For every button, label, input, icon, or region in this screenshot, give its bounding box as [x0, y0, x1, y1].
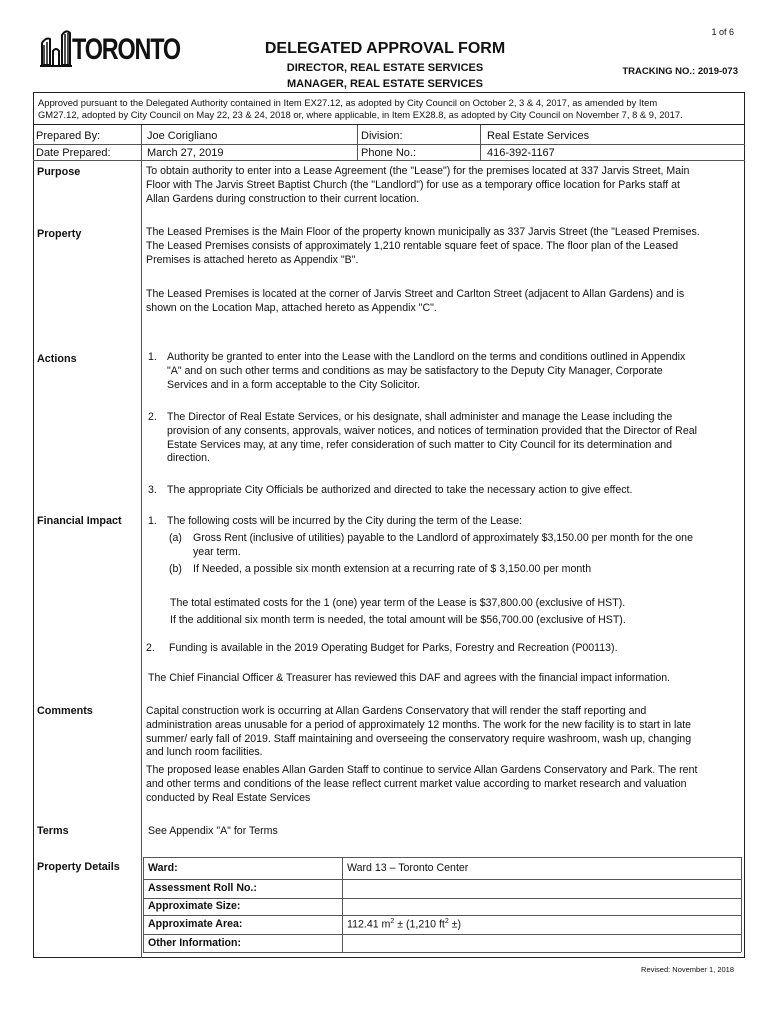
financial-item-b: If Needed, a possible six month extension at a recurring rate of $ 3,150.00 per month	[193, 563, 592, 575]
list-number: 3.	[148, 484, 157, 496]
action-item-3: The appropriate City Officials be authorized and directed to take the necessary action to give effect.	[167, 484, 633, 496]
financial-total-1: The total estimated costs for the 1 (one) year term of the Lease is $37,800.00 (exclusive of HST).	[170, 597, 626, 609]
approximate-size-label: Approximate Size:	[148, 900, 241, 912]
superscript: 2	[390, 918, 395, 925]
terms-text: See Appendix "A" for Terms	[148, 825, 278, 837]
form-subtitle	[210, 60, 560, 92]
logo-wordmark: TORONTO	[72, 33, 180, 66]
ward-value: Ward 13 – Toronto Center	[347, 862, 469, 874]
area-end: ±)	[448, 918, 462, 931]
text-line: and other terms and conditions of the lease reflect current market value according to market research and valuation	[146, 777, 687, 790]
divider	[143, 898, 741, 899]
approval-line: Approved pursuant to the Delegated Authority contained in Item EX27.12, as adopted by City Council on October 2, 3 & 4, 2017, as amended by Item	[38, 97, 658, 108]
financial-total-2: If the additional six month term is needed, the total amount will be $56,700.00 (exclusive of HST).	[170, 614, 626, 626]
list-number: 1.	[148, 515, 157, 527]
subtitle-line-1: DIRECTOR, REAL ESTATE SERVICES	[286, 62, 484, 74]
comments-text-2	[146, 764, 744, 805]
financial-item-2: Funding is available in the 2019 Operating Budget for Parks, Forestry and Recreation (P00113).	[169, 642, 618, 654]
purpose-label: Purpose	[37, 166, 81, 178]
revised-date: Revised: November 1, 2018	[641, 965, 734, 974]
text-line: administration areas unusable for a period of approximately 12 months. The work for the new facility is to start in late	[146, 718, 692, 731]
terms-label: Terms	[37, 825, 69, 837]
text-line: The Leased Premises is the Main Floor of the property known municipally as 337 Jarvis Street (the "Leased Premises.	[146, 226, 700, 238]
text-line: summer/ early fall of 2019. Staff maintaining and overseeing the conservatory require washroom, wash up, changing	[146, 732, 692, 745]
property-text-2	[146, 288, 744, 316]
text-line: direction.	[167, 452, 210, 465]
subtitle-line-2: MANAGER, REAL ESTATE SERVICES	[287, 78, 483, 90]
property-text-1	[146, 226, 744, 267]
phone-label: Phone No.:	[361, 147, 417, 159]
comments-text-1	[146, 705, 744, 760]
action-item-2	[167, 411, 744, 466]
text-line: The Leased Premises is located at the corner of Jarvis Street and Carlton Street (adjacent to Allan Gardens) and is	[146, 288, 685, 300]
division-label: Division:	[361, 130, 403, 142]
area-imperial: ± (1,210 ft	[394, 918, 445, 931]
ward-label: Ward:	[148, 862, 178, 874]
property-label: Property	[37, 228, 82, 240]
financial-impact-label: Financial Impact	[37, 515, 122, 527]
divider	[480, 125, 481, 160]
page-number: 1 of 6	[711, 27, 734, 37]
phone-value: 416-392-1167	[487, 147, 555, 159]
actions-label: Actions	[37, 353, 77, 365]
text-line: The proposed lease enables Allan Garden Staff to continue to service Allan Gardens Conservatory and Park. The rent	[146, 764, 698, 776]
text-line: Services and in a form acceptable to the City Solicitor.	[167, 378, 421, 391]
divider	[342, 857, 343, 952]
prepared-by-value: Joe Corigliano	[147, 130, 218, 142]
divider	[143, 879, 741, 880]
divider	[357, 125, 358, 160]
tracking-number: TRACKING NO.: 2019-073	[622, 66, 738, 77]
superscript: 2	[444, 918, 449, 925]
text-line: conducted by Real Estate Services	[146, 791, 311, 804]
assessment-roll-label: Assessment Roll No.:	[148, 882, 257, 894]
list-number: 2.	[146, 642, 155, 654]
text-line: The Leased Premises consists of approximately 1,210 rentable square feet of space. The floor plan of the Leased	[146, 239, 679, 252]
divider	[33, 160, 745, 161]
text-line: Premises is attached hereto as Appendix "B".	[146, 253, 359, 266]
purpose-text	[146, 165, 744, 206]
text-line: Estate Services may, at any time, refer consideration of such matter to City Council for its determination and	[167, 438, 672, 451]
approval-line: GM27.12, adopted by City Council on May 22, 23 & 24, 2018 or, where applicable, in Item EX28.8, as adopted by City Council on November 7, 8 & 9, 2017.	[38, 109, 683, 120]
divider	[741, 857, 742, 952]
text-line: and lunch room facilities.	[146, 746, 263, 759]
divider	[143, 915, 741, 916]
form-title: DELEGATED APPROVAL FORM	[264, 40, 506, 57]
action-item-1	[167, 351, 744, 392]
divider	[33, 124, 745, 125]
text-line: shown on the Location Map, attached hereto as Appendix "C".	[146, 301, 437, 314]
area-metric: 112.41 m	[347, 918, 391, 931]
text-line: Allan Gardens during construction to their current location.	[146, 192, 420, 205]
text-line: Floor with The Jarvis Street Baptist Church (the "Landlord") for use as a temporary office location for Parks staff at	[146, 178, 680, 191]
text-line: year term.	[193, 545, 241, 558]
list-number: 2.	[148, 411, 157, 423]
list-letter: (a)	[169, 532, 182, 544]
property-details-label: Property Details	[37, 861, 120, 873]
approval-statement	[38, 97, 742, 121]
text-line: The Director of Real Estate Services, or his designate, shall administer and manage the Lease including the	[167, 411, 673, 423]
approximate-area-value	[347, 918, 461, 931]
divider	[141, 125, 142, 160]
divider	[33, 144, 745, 145]
divider	[143, 934, 741, 935]
other-information-label: Other Information:	[148, 937, 241, 949]
list-number: 1.	[148, 351, 157, 363]
cfo-review: The Chief Financial Officer & Treasurer has reviewed this DAF and agrees with the financial impact information.	[148, 672, 671, 684]
column-divider	[141, 160, 142, 958]
divider	[143, 857, 144, 952]
divider	[143, 952, 741, 953]
divider	[143, 857, 741, 858]
division-value: Real Estate Services	[487, 130, 590, 142]
text-line: "A" and on such other terms and conditions as may be satisfactory to the Deputy City Manager, Corporate	[167, 364, 663, 377]
date-prepared-value: March 27, 2019	[147, 147, 224, 159]
financial-item-a	[193, 532, 744, 560]
text-line: Authority be granted to enter into the Lease with the Landlord on the terms and conditions outlined in Appendix	[167, 351, 686, 363]
date-prepared-label: Date Prepared:	[36, 147, 111, 159]
approximate-area-label: Approximate Area:	[148, 918, 243, 930]
financial-item-1: The following costs will be incurred by the City during the term of the Lease:	[167, 515, 523, 527]
comments-label: Comments	[37, 705, 93, 717]
text-line: Capital construction work is occurring at Allan Gardens Conservatory that will render the staff reporting and	[146, 705, 647, 717]
text-line: To obtain authority to enter into a Lease Agreement (the "Lease") for the premises located at 337 Jarvis Street, Main	[146, 165, 690, 177]
text-line: provision of any consents, approvals, waiver notices, and notices of termination provided that the Director of Real	[167, 424, 697, 437]
prepared-by-label: Prepared By:	[36, 130, 101, 142]
text-line: Gross Rent (inclusive of utilities) payable to the Landlord of approximately $3,150.00 per month for the one	[193, 532, 693, 544]
list-letter: (b)	[169, 563, 182, 575]
